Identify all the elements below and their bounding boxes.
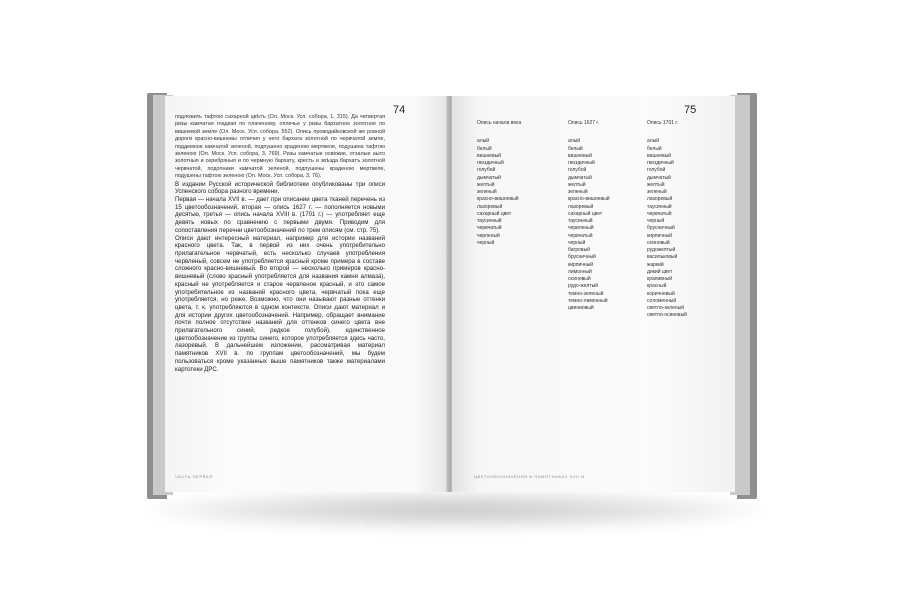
color-term: сахарный цвет: [477, 210, 512, 217]
color-term: кирпичный: [568, 261, 594, 268]
color-term: голубой: [647, 167, 666, 174]
color-term: вишневый: [568, 152, 593, 159]
color-term: брусничный: [647, 225, 675, 232]
color-term: дымчатый: [647, 174, 671, 181]
color-term: черный: [477, 239, 495, 246]
color-term: темно-зеленый: [568, 290, 604, 297]
color-term: червчатый: [477, 225, 502, 232]
color-list-column: [477, 120, 521, 247]
color-term: светло-зеленый: [647, 305, 685, 311]
color-term: червчатый: [568, 232, 593, 239]
color-term: желтый: [568, 181, 586, 188]
color-term: сахарный цвет: [568, 210, 603, 217]
color-list-column: [647, 120, 687, 320]
color-term: белый: [477, 145, 492, 152]
color-term: алый: [477, 138, 490, 145]
color-term: светло-осиновый: [647, 312, 687, 319]
color-term: соломенный: [647, 297, 677, 304]
color-term: цвиниовый: [568, 305, 594, 311]
body-text: [175, 114, 385, 373]
color-term: осиновый: [568, 276, 591, 282]
page-number: 74: [393, 104, 406, 116]
color-term: красный: [647, 283, 667, 290]
paragraph: В издании Русской исторической библиотеки опубликованы три описи Успенского собора разного времени.: [175, 180, 385, 196]
color-term: таусинный: [647, 203, 672, 210]
color-term: желтый: [647, 181, 665, 188]
color-term: вишневый: [477, 152, 502, 159]
color-term: черный: [568, 239, 586, 246]
page-number: 75: [684, 104, 697, 116]
color-term: червчатый: [647, 210, 672, 217]
color-term: жаркий: [647, 261, 664, 268]
column-heading: Опись 1627 г.: [568, 120, 599, 126]
right-page: [452, 96, 735, 492]
paragraph: подложить тафтою сахарной цвѣтъ (Ол. Моск. Усп. собора, 1, 315). Да четвертая ризы камчатая гладкая по плаченому, оплечье у ризы бархатное золотное по вишневой земле (Ол. Моск. Усп. собора, 552). Опись проводайковской же ровной дороги красно-вишневы отличия у него бархата золотной по червчатой земле, поддемное камчатой зеленой, подпушено краденою мертвеле, подушина тафтою зеленою (Ол. Моск. Усп. собора, 3, 769). Ризы камчатые освежие, отзалые аыто золотныя и серебряныя и по чермную бархату, кресть и звѣзда бархатъ золотной червчатой, подолники камчатой зеленой, подпушены краденою мертвеле, подушены тафтою зеленою (Ол. Моск. Усп. собора, 3, 76).: [175, 114, 385, 180]
color-term: гвоздичный: [647, 160, 674, 166]
color-term: темно-лимонный: [568, 297, 608, 304]
color-term: гвоздичный: [568, 160, 595, 166]
color-term: коричневый: [647, 290, 675, 297]
color-term: голубой: [568, 167, 587, 174]
color-term: зеленый: [568, 189, 588, 195]
color-term: дымчатый: [477, 174, 501, 181]
paragraph: Первая — начала XVII в. — дает при описании цвета тканей перечень из 15 цветообозначений, вторая — опись 1627 г. — пополняется новыми десятью, третья — опись начала XVIII в. (1701 г.) — употребляет еще девять новых по сравнению с первыми двумя. Приводим для сопоставления перечни цветообозначений по трем описям (см. стр. 75).: [175, 196, 385, 234]
color-term: красно-вишневый: [477, 196, 519, 203]
color-term: черный: [647, 218, 665, 224]
color-term: кирпичный: [647, 232, 673, 239]
color-term: крапивный: [647, 276, 673, 282]
color-term: лимонный: [568, 268, 592, 275]
color-term: рудожелтый: [647, 247, 676, 253]
color-term: дымчатый: [568, 174, 592, 181]
color-term: вишневый: [647, 152, 672, 159]
color-term: лазоревый: [568, 203, 594, 210]
running-footer: ЧАСТЬ ПЕРВАЯ: [175, 474, 213, 479]
color-term: белый: [568, 145, 583, 152]
color-term: осиновый: [647, 239, 670, 246]
color-term: алый: [647, 138, 660, 145]
color-term: таусинный: [477, 218, 502, 224]
color-list-column: [568, 120, 610, 312]
color-term: гвоздичный: [477, 160, 504, 166]
color-term: белый: [647, 145, 662, 152]
running-footer: ЦВЕТООБОЗНАЧЕНИЯ В ПАМЯТНИКАХ XVII В.: [474, 474, 587, 479]
color-term: желтый: [477, 181, 495, 188]
color-term: красно-вишневый: [568, 196, 610, 203]
color-term: рудо-желтый: [568, 283, 598, 290]
color-list: [568, 138, 610, 312]
column-heading: Опись 1701 г.: [647, 120, 678, 126]
color-term: голубой: [477, 167, 496, 174]
color-list: [477, 138, 521, 247]
color-term: брусничный: [568, 254, 596, 261]
color-term: зеленый: [647, 189, 667, 195]
color-term: черленый: [477, 232, 500, 239]
paragraph: Описи дают интересный материал, например для истории названий красного цвета. Так, в первой из них очень употребительно прилагательное червчатый, есть несколько случаев употребления червленый, совсем не употребляется красный кроме примера в составе сложного красно-вишневый. Во второй — несколько примеров красно-вишневый (слово красный употребляется для названия камня алмаза), красный не употребляется и старое червленое красный, и это самое употребительное из названий красного цвета, червчатый пока еще употребляется, но реже. Возможно, что они называют разные оттенки цвета, т. к. употребляются в одном контексте. Описи дают материал и для истории других цветообозначений. Например, обращает внимание почти полное отсутствие названий для оттенков синего цвета вне прилагательного синий, редкое голубой), единственное цветообозначение из группы синего, которое употребляется здесь часто, лазоревый. В дальнейшем изложении, рассматривая материал памятников XVII в. по группам цветообозначений, мы будем пользоваться кроме указанных выше памятников также материалами картотеки ДРС.: [175, 234, 385, 373]
left-page: [165, 96, 448, 492]
color-list: [647, 138, 687, 319]
color-term: багровый: [568, 247, 590, 253]
color-term: червленый: [568, 225, 594, 232]
color-term: зеленый: [477, 189, 497, 195]
color-term: васильковый: [647, 254, 678, 261]
column-heading: Опись начала века: [477, 120, 522, 126]
color-term: лазоревый: [647, 196, 673, 203]
color-term: дикий цвет: [647, 268, 673, 275]
color-term: лазоревый: [477, 203, 503, 210]
color-term: таусинный: [568, 218, 593, 224]
color-term: алый: [568, 138, 581, 145]
